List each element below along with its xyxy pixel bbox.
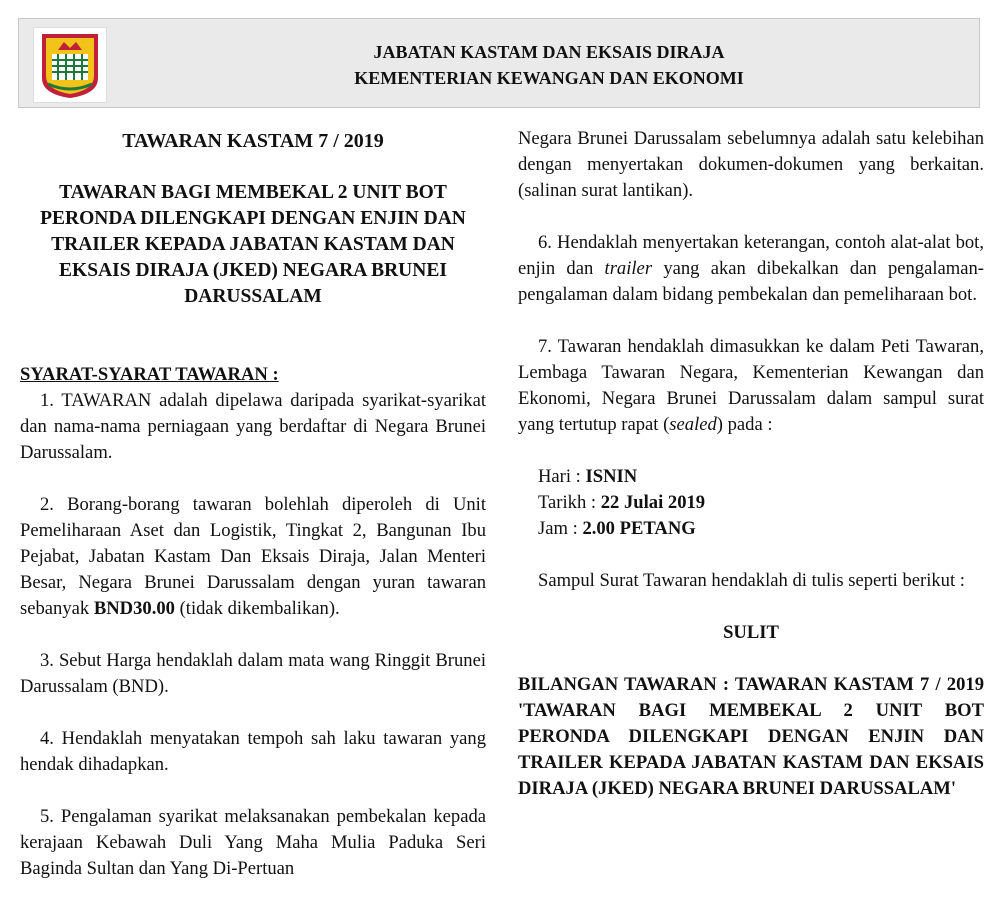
term-5: 5. Pengalaman syarikat melaksanakan pembekalan kepada kerajaan Kebawah Duli Yang Maha Mulia Paduka Seri Baginda Sultan dan Yang Di-Pertuan	[20, 806, 486, 879]
term-2-text: 2. Borang-borang tawaran bolehlah diperoleh di Unit Pemeliharaan Aset dan Logistik, Tingkat 2, Bangunan Ibu Pejabat, Jabatan Kastam Dan Eksais Diraja, Jalan Menteri Besar, Negara Brunei Darussalam dengan yuran tawaran sebanyak	[20, 494, 486, 619]
right-column	[518, 126, 984, 802]
term-6-italic: trailer	[604, 258, 653, 279]
tender-number-title: TAWARAN KASTAM 7 / 2019	[122, 130, 384, 152]
term-7-text-end: ) pada :	[716, 414, 773, 435]
tender-subject: TAWARAN BAGI MEMBEKAL 2 UNIT BOT PERONDA DILENGKAPI DENGAN ENJIN DAN TRAILER KEPADA JABATAN KASTAM DAN EKSAIS DIRAJA (JKED) NEGARA BRUNEI DARUSSALAM	[40, 182, 466, 307]
time-value: 2.00 PETANG	[582, 518, 696, 539]
customs-emblem-logo	[33, 27, 107, 103]
term-6-text: 6. Hendaklah menyertakan keterangan, contoh alat-alat bot, enjin dan	[518, 232, 984, 279]
term-4: 4. Hendaklah menyatakan tempoh sah laku tawaran yang hendak dihadapkan.	[20, 728, 486, 775]
term-2	[20, 492, 486, 622]
term-5-continued: Negara Brunei Darussalam sebelumnya adalah satu kelebihan dengan menyertakan dokumen-dokumen yang berkaitan. (salinan surat lantikan).	[518, 128, 984, 201]
term-3: 3. Sebut Harga hendaklah dalam mata wang Ringgit Brunei Darussalam (BND).	[20, 650, 486, 697]
term-1: 1. TAWARAN adalah dipelawa daripada syarikat-syarikat dan nama-nama perniagaan yang berdaftar di Negara Brunei Darussalam.	[20, 390, 486, 463]
term-6	[518, 230, 984, 308]
section-heading-terms: SYARAT-SYARAT TAWARAN :	[20, 364, 279, 385]
closing-day	[538, 464, 984, 490]
left-column	[20, 128, 486, 882]
term-6-text-end: yang akan dibekalkan dan pengalaman-pengalaman dalam bidang pembekalan dan pemeliharaan bot.	[518, 258, 984, 305]
header-title	[119, 39, 979, 91]
date-value: 22 Julai 2019	[600, 492, 706, 513]
closing-schedule	[518, 464, 984, 542]
term-7-italic: sealed	[669, 414, 717, 435]
envelope-instruction: Sampul Surat Tawaran hendaklah di tulis seperti berikut :	[538, 570, 965, 591]
time-label: Jam :	[538, 518, 578, 539]
date-label: Tarikh :	[538, 492, 597, 513]
envelope-label-text: BILANGAN TAWARAN : TAWARAN KASTAM 7 / 2019 'TAWARAN BAGI MEMBEKAL 2 UNIT BOT PERONDA DILENGKAPI DENGAN ENJIN DAN TRAILER KEPADA JABATAN KASTAM DAN EKSAIS DIRAJA (JKED) NEGARA BRUNEI DARUSSALAM'	[518, 674, 984, 799]
closing-date	[538, 490, 984, 516]
closing-time	[538, 516, 984, 542]
sulit-heading: SULIT	[723, 622, 779, 643]
letterhead	[18, 18, 980, 108]
header-line-1: JABATAN KASTAM DAN EKSAIS DIRAJA	[373, 42, 725, 62]
term-2-text-end: (tidak dikembalikan).	[179, 598, 340, 619]
term-7	[518, 334, 984, 438]
day-label: Hari :	[538, 466, 581, 487]
tender-fee: BND30.00	[93, 598, 175, 619]
day-value: ISNIN	[585, 466, 638, 487]
header-line-2: KEMENTERIAN KEWANGAN DAN EKONOMI	[354, 68, 744, 88]
term-7-text: 7. Tawaran hendaklah dimasukkan ke dalam Peti Tawaran, Lembaga Tawaran Negara, Kementerian Kewangan dan Ekonomi, Negara Brunei Darussalam dalam sampul surat yang tertutup rapat (	[518, 336, 984, 435]
